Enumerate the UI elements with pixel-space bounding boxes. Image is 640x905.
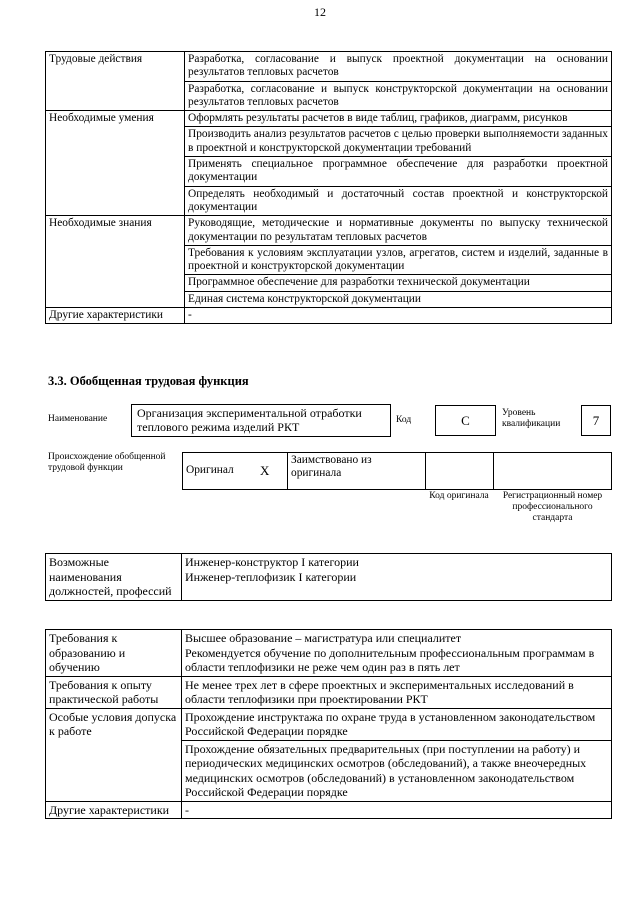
positions-table (45, 553, 612, 601)
page-number: 12 (314, 5, 326, 19)
function-name-box (131, 404, 391, 437)
code-label: Код (396, 415, 412, 425)
table-row (46, 630, 612, 677)
table-cell: Высшее образование – магистратура или специалитет Рекомендуется обучение по дополнительным профессиональным программам в области теплофизики не реже чем один раз в пять лет (182, 630, 612, 677)
name-label: Наименование (48, 414, 108, 424)
row-label-knowledge: Необходимые знания (46, 216, 185, 308)
origin-label: Происхождение обобщенной трудовой функции (48, 452, 166, 473)
table-row (46, 52, 612, 82)
table-cell: Применять специальное программное обеспечение для разработки проектной документации (185, 157, 612, 187)
table-cell: - (185, 308, 612, 324)
table-row (46, 111, 612, 127)
table-cell: Производить анализ результатов расчетов с целью проверки выполняемости заданных в проектной и конструкторской документации требований (185, 127, 612, 157)
original-mark: X (243, 453, 288, 490)
table-cell: - (182, 801, 612, 819)
code-value-box (435, 405, 496, 436)
table-cell: Прохождение обязательных предварительных (при поступлении на работу) и периодических медицинских осмотров (обследований), а также внеочередных медицинских осмотров (обследований) в установленном законодательством Российской Федерации порядке (182, 740, 612, 801)
level-label: Уровень квалификации (502, 408, 561, 429)
table-row (183, 453, 612, 490)
table-cell: Руководящие, методические и нормативные документы по выпуску технической документации по результатам тепловых расчетов (185, 216, 612, 246)
table-cell: Прохождение инструктажа по охране труда в установленном законодательством Российской Федерации порядке (182, 708, 612, 740)
table-row (46, 801, 612, 819)
table-row (46, 676, 612, 708)
level-value: 7 (592, 413, 600, 428)
table-cell: Программное обеспечение для разработки технической документации (185, 275, 612, 291)
registration-number-cell (494, 453, 612, 490)
row-label-experience: Требования к опыту практической работы (46, 676, 182, 708)
origin-code-cell (426, 453, 494, 490)
table-cell: Оформлять результаты расчетов в виде таблиц, графиков, диаграмм, рисунков (185, 111, 612, 127)
table-row (46, 216, 612, 246)
table-row (46, 708, 612, 740)
labor-function-table (45, 51, 612, 324)
table-cell: Определять необходимый и достаточный состав проектной и конструкторской документации (185, 186, 612, 216)
row-label-labor-actions: Трудовые действия (46, 52, 185, 111)
registration-number-caption: Регистрационный номер профессионального стандарта (502, 491, 603, 523)
origin-table (182, 452, 612, 490)
table-cell: Разработка, согласование и выпуск проектной документации на основании результатов тепловых расчетов (185, 52, 612, 82)
level-value-box (581, 405, 611, 436)
row-label-other-characteristics: Другие характеристики (46, 801, 182, 819)
table-cell: Требования к условиям эксплуатации узлов, агрегатов, систем и изделий, заданные в проектной и конструкторской документации (185, 245, 612, 275)
function-name-value: Организация экспериментальной отработки теплового режима изделий РКТ (137, 406, 362, 434)
table-cell: Единая система конструкторской документации (185, 291, 612, 307)
table-cell: Не менее трех лет в сфере проектных и экспериментальных исследований в области теплофизики при проектировании РКТ (182, 676, 612, 708)
requirements-table (45, 629, 612, 819)
positions-label: Возможные наименования должностей, профессий (46, 554, 182, 601)
row-label-other: Другие характеристики (46, 308, 185, 324)
section-title: 3.3. Обобщенная трудовая функция (48, 374, 249, 388)
table-row (46, 308, 612, 324)
row-label-skills: Необходимые умения (46, 111, 185, 216)
origin-code-caption: Код оригинала (429, 491, 489, 501)
table-row (46, 554, 612, 601)
original-label: Оригинал (183, 453, 243, 490)
row-label-special-conditions: Особые условия допуска к работе (46, 708, 182, 801)
table-cell: Разработка, согласование и выпуск конструкторской документации на основании результатов тепловых расчетов (185, 81, 612, 111)
code-value: C (461, 413, 470, 428)
row-label-education: Требования к образованию и обучению (46, 630, 182, 677)
borrowed-label: Заимствовано из оригинала (288, 453, 426, 490)
positions-value: Инженер-конструктор I категории Инженер-теплофизик I категории (182, 554, 612, 601)
